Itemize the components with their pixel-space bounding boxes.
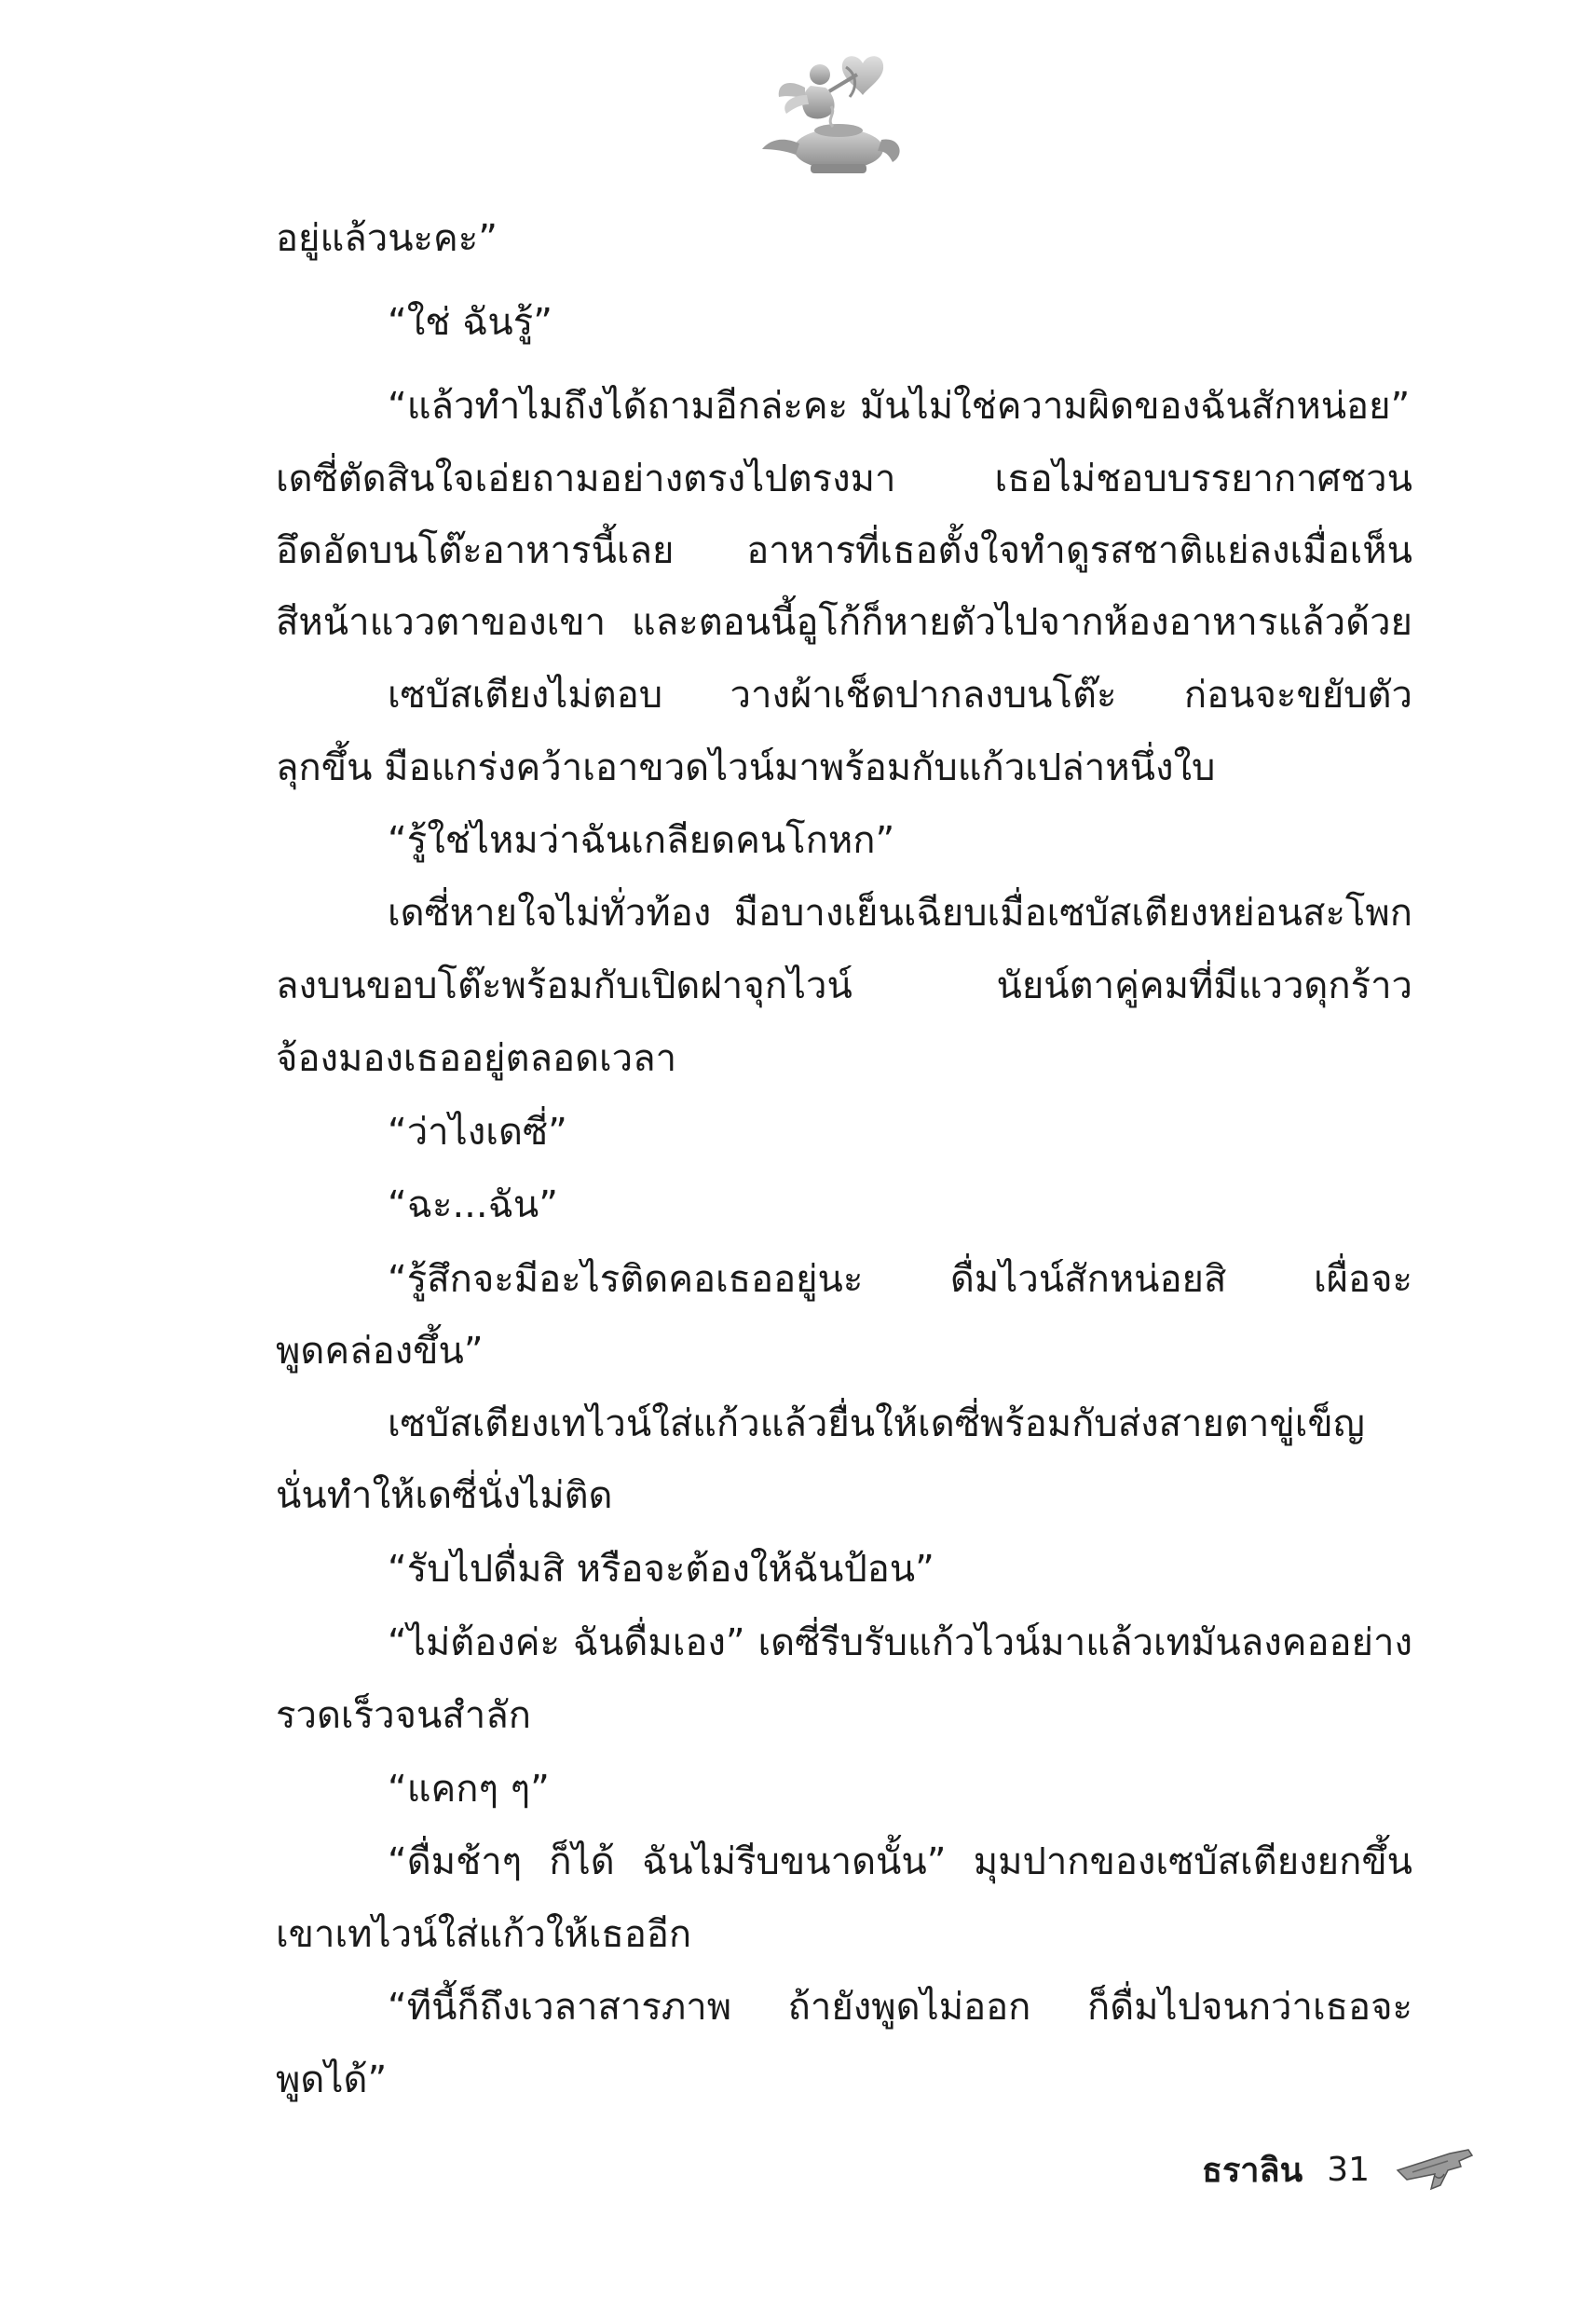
text-line: “ไม่ต้องค่ะ ฉันดื่มเอง” เดซี่รีบรับแก้วไวน์มาแล้วเทมันลงคออย่าง — [388, 1621, 1412, 1664]
text-line: “ว่าไงเดซี่” — [388, 1111, 567, 1154]
page-footer — [1202, 2141, 1474, 2197]
text-line: “แล้วทำไมถึงได้ถามอีกล่ะคะ มันไม่ใช่ความผิดของฉันสักหน่อย” — [388, 385, 1411, 428]
text-line: “รับไปดื่มสิ หรือจะต้องให้ฉันป้อน” — [388, 1548, 934, 1591]
text-line: รวดเร็วจนสำลัก — [276, 1694, 531, 1737]
text-line: “รู้สึกจะมีอะไรติดคอเธออยู่นะ ดื่มไวน์สักหน่อยสิ เผื่อจะ — [388, 1258, 1412, 1301]
text-line: จ้องมองเธออยู่ตลอดเวลา — [276, 1037, 677, 1080]
text-line: นั่นทำให้เดซี่นั่งไม่ติด — [276, 1474, 613, 1517]
text-line: เดซี่หายใจไม่ทั่วท้อง มือบางเย็นเฉียบเมื่อเซบัสเตียงหย่อนสะโพก — [388, 892, 1412, 935]
text-line: ลุกขึ้น มือแกร่งคว้าเอาขวดไวน์มาพร้อมกับแก้วเปล่าหนึ่งใบ — [276, 746, 1216, 789]
text-line: “ใช่ ฉันรู้” — [388, 301, 552, 344]
text-line: “ฉะ...ฉัน” — [388, 1183, 558, 1226]
text-line: เดซี่ตัดสินใจเอ่ยถามอย่างตรงไปตรงมา เธอไม่ชอบบรรยากาศชวน — [276, 458, 1412, 500]
text-line: “แคกๆ ๆ” — [388, 1768, 550, 1811]
cupid-teapot-ornament-icon — [753, 47, 911, 186]
text-line: สีหน้าแววตาของเขา และตอนนี้อูโก้ก็หายตัวไปจากห้องอาหารแล้วด้วย — [276, 601, 1412, 644]
book-title: ธราลิน — [1202, 2151, 1303, 2190]
text-line: เซบัสเตียงเทไวน์ใส่แก้วแล้วยื่นให้เดซี่พร้อมกับส่งสายตาขู่เข็ญ — [388, 1402, 1365, 1445]
text-line: พูดได้” — [276, 2058, 388, 2101]
pistol-icon — [1394, 2148, 1474, 2191]
text-line: เซบัสเตียงไม่ตอบ วางผ้าเช็ดปากลงบนโต๊ะ ก่อนจะขยับตัว — [388, 674, 1412, 717]
page-number: 31 — [1327, 2150, 1371, 2189]
text-line: “รู้ใช่ไหมว่าฉันเกลียดคนโกหก” — [388, 819, 895, 862]
text-line: อยู่แล้วนะคะ” — [276, 217, 498, 260]
text-line: “ทีนี้ก็ถึงเวลาสารภาพ ถ้ายังพูดไม่ออก ก็ดื่มไปจนกว่าเธอจะ — [388, 1986, 1412, 2029]
text-line: ลงบนขอบโต๊ะพร้อมกับเปิดฝาจุกไวน์ นัยน์ตาคู่คมที่มีแววดุกร้าว — [276, 964, 1412, 1007]
text-line: อึดอัดบนโต๊ะอาหารนี้เลย อาหารที่เธอตั้งใจทำดูรสชาติแย่ลงเมื่อเห็น — [276, 529, 1412, 572]
text-line: “ดื่มช้าๆ ก็ได้ ฉันไม่รีบขนาดนั้น” มุมปากของเซบัสเตียงยกขึ้น — [388, 1840, 1412, 1883]
text-line: พูดคล่องขึ้น” — [276, 1330, 484, 1373]
text-line: เขาเทไวน์ใส่แก้วให้เธออีก — [276, 1913, 692, 1956]
